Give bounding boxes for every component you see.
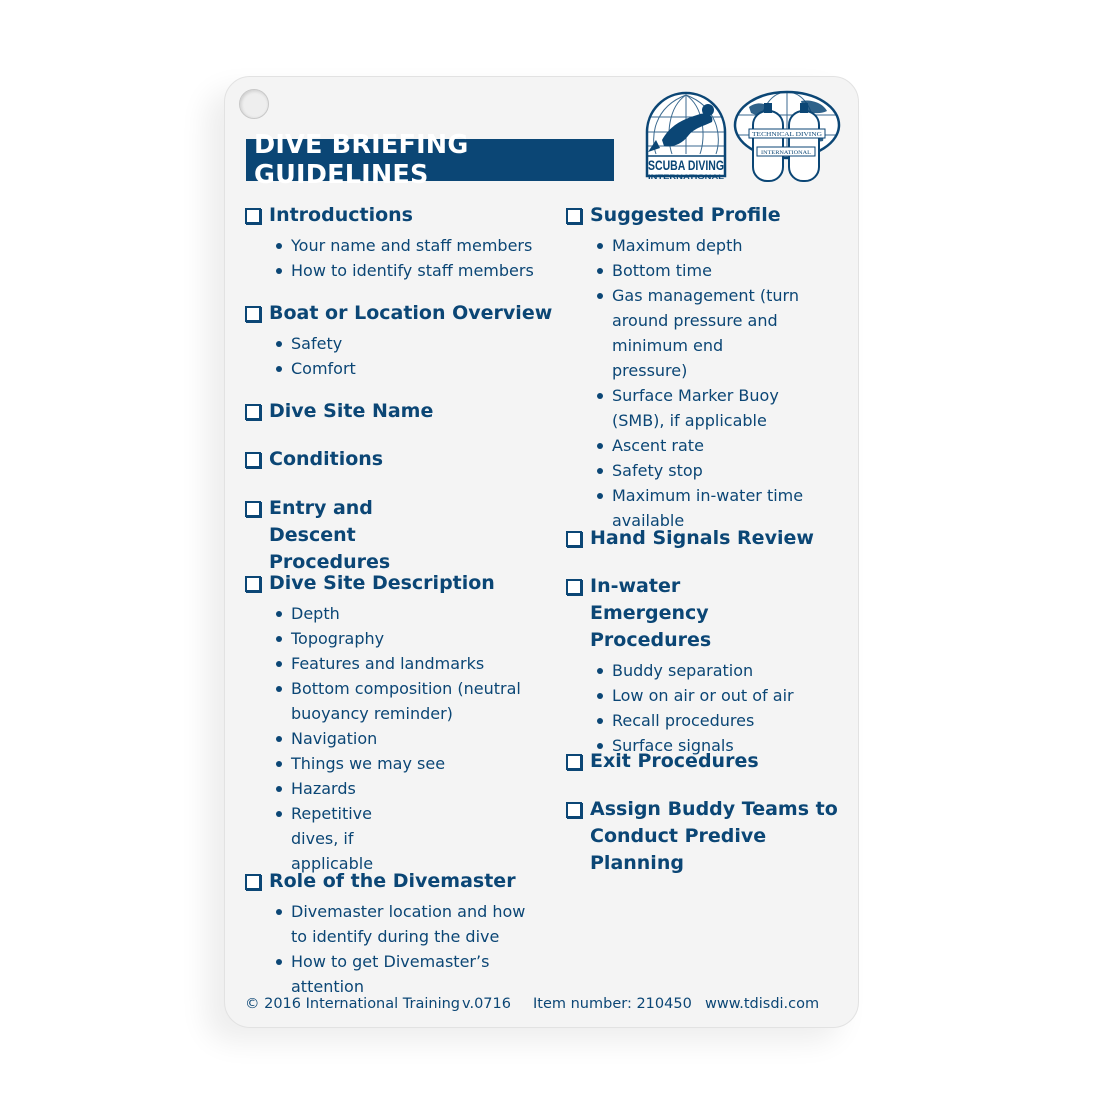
list-item: Safety xyxy=(267,331,565,356)
list-item: Topography xyxy=(267,626,535,651)
checkbox xyxy=(566,531,582,547)
section-hand-signals xyxy=(566,525,846,552)
section-heading: Suggested Profile xyxy=(590,204,781,226)
tdi-logo-text: TECHNICAL DIVING xyxy=(752,131,823,138)
section-heading: Role of the Divemaster xyxy=(269,870,516,892)
checkbox xyxy=(245,874,261,890)
checkbox xyxy=(245,576,261,592)
checkbox xyxy=(245,501,261,517)
list-item: Repetitive dives, if applicable xyxy=(267,801,421,876)
footer-website: www.tdisdi.com xyxy=(705,996,820,1012)
section-introductions xyxy=(245,202,565,283)
footer-version: v.0716 xyxy=(462,996,511,1012)
list-item: Low on air or out of air xyxy=(588,683,796,708)
list-item: Features and landmarks xyxy=(267,651,535,676)
section-dive-site-name xyxy=(245,398,565,425)
section-emergency-procedures xyxy=(566,573,796,758)
section-buddy-teams xyxy=(566,796,851,877)
list-item: Safety stop xyxy=(588,458,846,483)
section-boat-overview xyxy=(245,300,565,381)
list-item: Bottom composition (neutral buoyancy reminder) xyxy=(267,676,535,726)
section-role-of-divemaster xyxy=(245,868,565,999)
sdi-logo xyxy=(642,92,730,182)
section-dive-site-description xyxy=(245,570,535,876)
list-item: Bottom time xyxy=(588,258,846,283)
section-exit-procedures xyxy=(566,748,846,775)
section-heading: Boat or Location Overview xyxy=(269,302,553,324)
tdi-logo xyxy=(731,91,843,183)
section-heading: Dive Site Description xyxy=(269,572,495,594)
footer-copyright: © 2016 International Training xyxy=(245,996,460,1012)
section-heading: In-water Emergency Procedures xyxy=(590,575,712,651)
list-item: How to get Divemaster’s attention xyxy=(267,949,565,999)
footer-item-number: Item number: 210450 xyxy=(533,996,692,1012)
list-item: Surface signals xyxy=(588,733,796,758)
list-item: Surface Marker Buoy (SMB), if applicable xyxy=(588,383,832,433)
section-heading: Dive Site Name xyxy=(269,400,434,422)
list-item: Ascent rate xyxy=(588,433,846,458)
checkbox xyxy=(245,208,261,224)
sdi-logo-text: SCUBA DIVING xyxy=(648,158,724,173)
punch-hole xyxy=(239,89,269,119)
sdi-logo-subtext: INTERNATIONAL xyxy=(648,174,725,181)
section-heading: Assign Buddy Teams to Conduct Predive Planning xyxy=(590,798,838,874)
section-heading: Exit Procedures xyxy=(590,750,759,772)
section-heading: Conditions xyxy=(269,448,384,470)
section-suggested-profile xyxy=(566,202,846,533)
list-item: Maximum depth xyxy=(588,233,846,258)
card-footer xyxy=(245,996,845,1016)
list-item: Your name and staff members xyxy=(267,233,565,258)
list-item: Recall procedures xyxy=(588,708,796,733)
checkbox xyxy=(245,452,261,468)
section-heading: Introductions xyxy=(269,204,413,226)
tdi-logo-subtext: INTERNATIONAL xyxy=(761,150,812,156)
checkbox xyxy=(566,208,582,224)
checkbox xyxy=(566,579,582,595)
list-item: Gas management (turn around pressure and minimum end pressure) xyxy=(588,283,802,383)
section-heading: Entry and Descent Procedures xyxy=(269,497,391,573)
list-item: Navigation xyxy=(267,726,535,751)
checkbox xyxy=(566,754,582,770)
list-item: Divemaster location and how to identify during the dive xyxy=(267,899,541,949)
list-item: Maximum in-water time available xyxy=(588,483,812,533)
card-title: DIVE BRIEFING GUIDELINES xyxy=(254,130,469,190)
list-item: Comfort xyxy=(267,356,565,381)
list-item: How to identify staff members xyxy=(267,258,565,283)
list-item: Hazards xyxy=(267,776,535,801)
section-entry-descent xyxy=(245,495,455,576)
list-item: Depth xyxy=(267,601,535,626)
section-conditions xyxy=(245,446,565,473)
briefing-card xyxy=(224,76,859,1028)
list-item: Buddy separation xyxy=(588,658,796,683)
checkbox xyxy=(566,802,582,818)
section-heading: Hand Signals Review xyxy=(590,527,814,549)
checkbox xyxy=(245,306,261,322)
title-banner xyxy=(246,130,614,190)
checkbox xyxy=(245,404,261,420)
list-item: Things we may see xyxy=(267,751,535,776)
